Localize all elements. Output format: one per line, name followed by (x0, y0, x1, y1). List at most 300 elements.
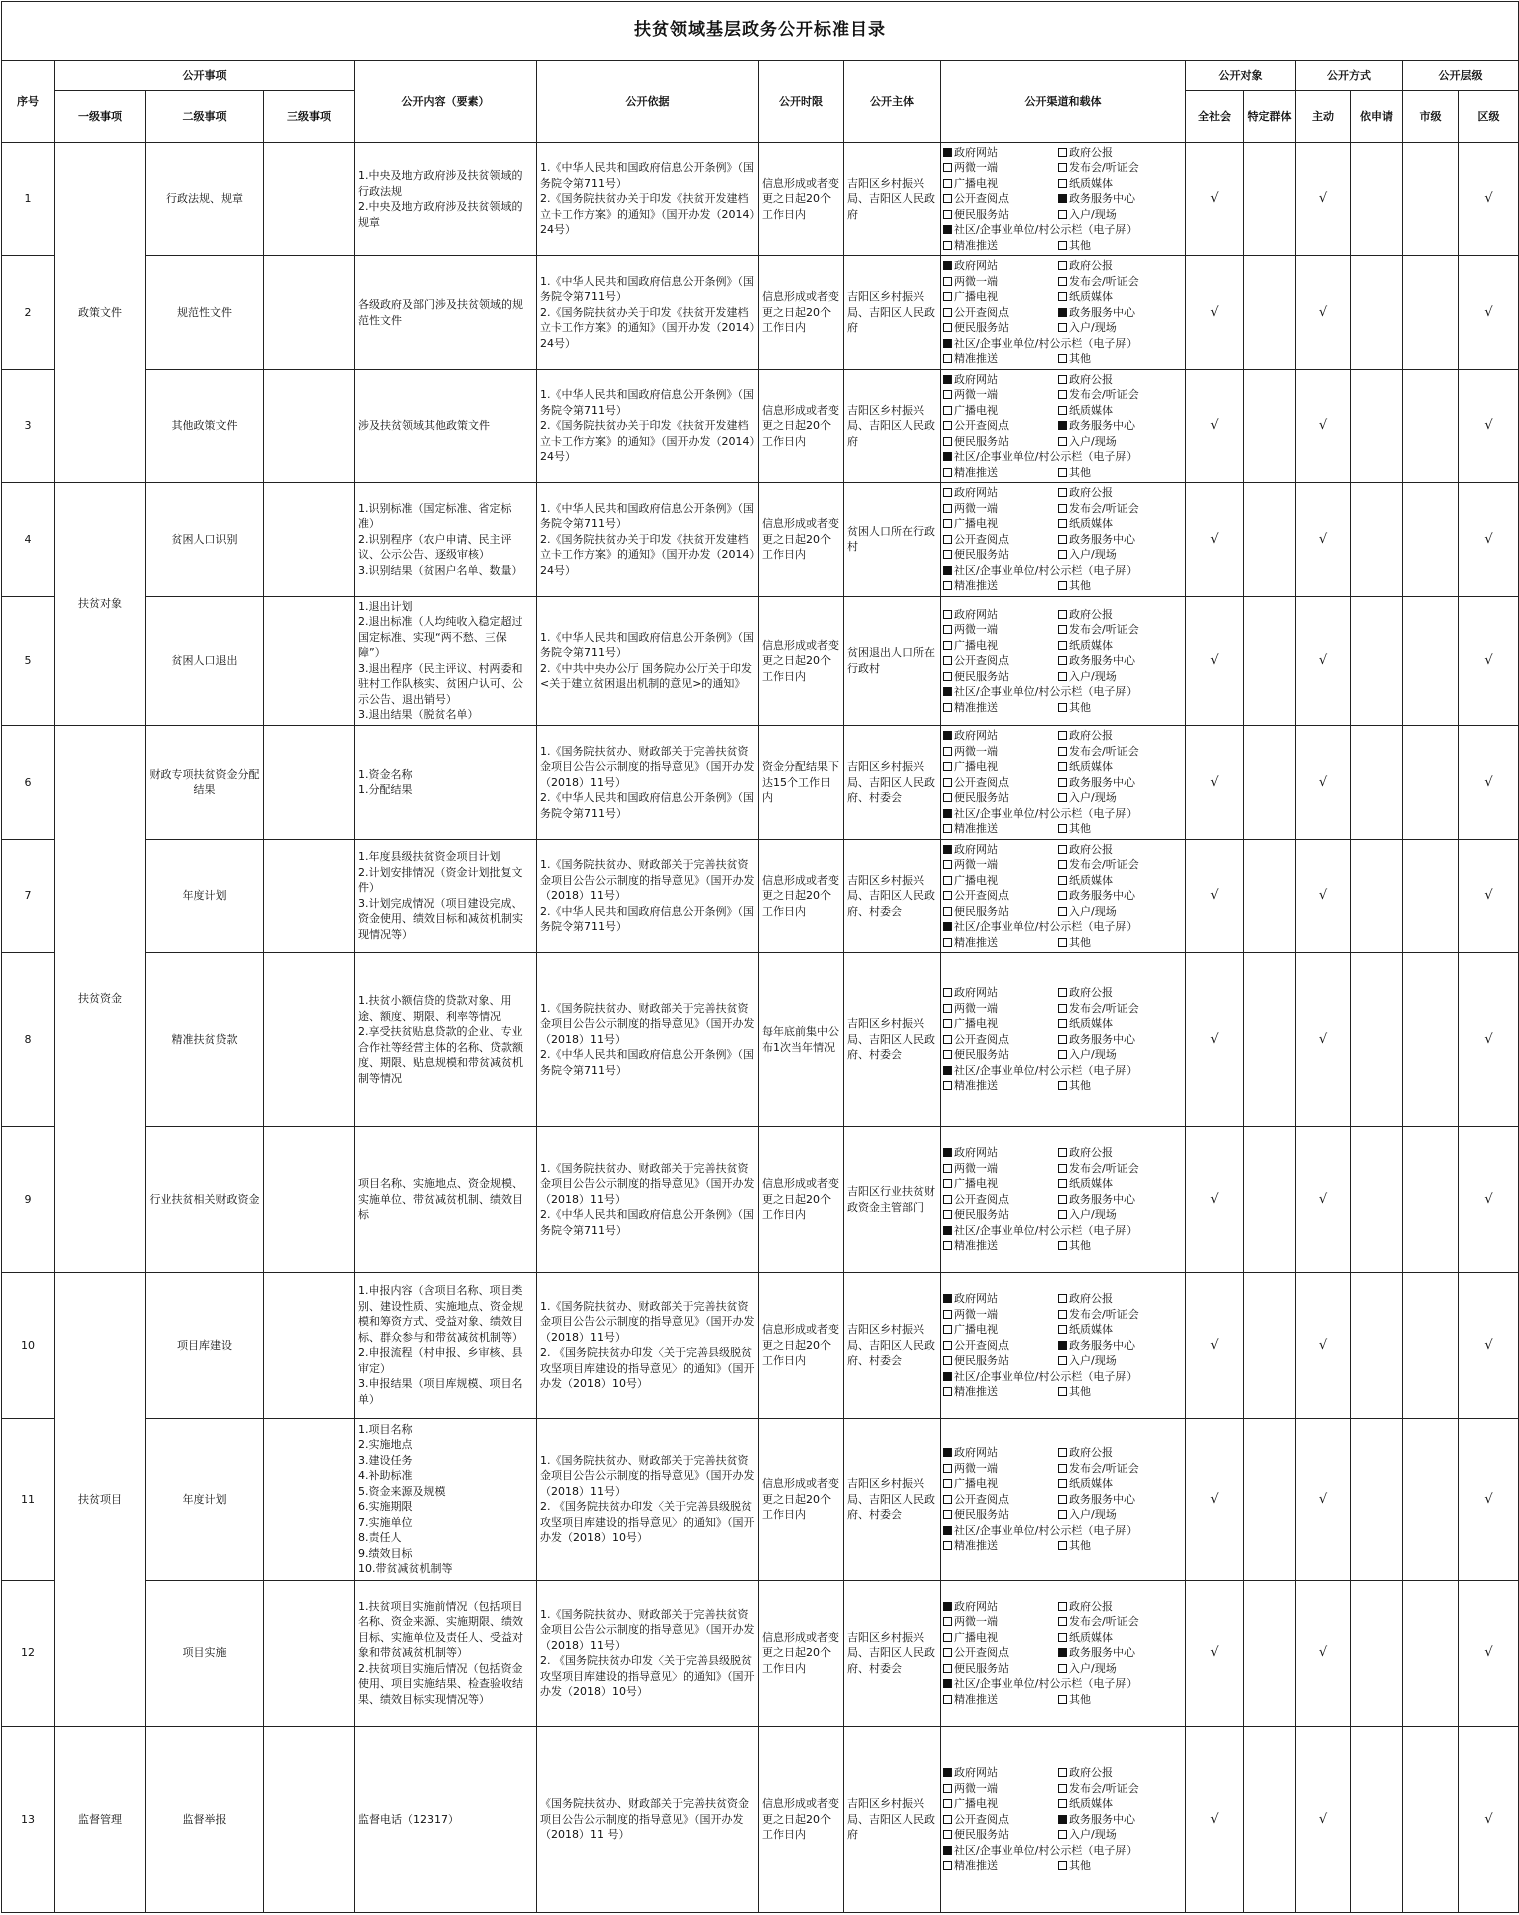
checked-box-icon (1058, 308, 1067, 317)
channel-option (943, 1063, 1137, 1079)
city-mark (1403, 1273, 1459, 1419)
channel-option (943, 372, 1058, 388)
level1-item: 扶贫资金 (55, 726, 146, 1273)
unchecked-box-icon (1058, 468, 1067, 477)
unchecked-box-icon (1058, 277, 1067, 286)
channel-label: 入户/现场 (1069, 1048, 1117, 1062)
channel-option (1058, 501, 1139, 517)
channel-list (941, 369, 1186, 482)
basis-cell: 1.《国务院扶贫办、财政部关于完善扶贫资金项目公告公示制度的指导意见》（国开办发（2018）11号） 2. 《国务院扶贫办印发〈关于完善县级脱贫攻坚项目库建设的指导意见〉的通知》（国开办发（2018）10号） (537, 1273, 759, 1419)
active-mark: √ (1296, 483, 1351, 596)
on-request-mark (1351, 483, 1403, 596)
basis-cell: 1.《国务院扶贫办、财政部关于完善扶贫资金项目公告公示制度的指导意见》（国开办发（2018）11号） 2.《中华人民共和国政府信息公开条例》（国务院令第711号） (537, 726, 759, 839)
unchecked-box-icon (943, 1510, 952, 1519)
channel-label: 政府网站 (954, 259, 998, 273)
unchecked-box-icon (1058, 1784, 1067, 1793)
on-request-mark (1351, 369, 1403, 482)
channel-line (943, 888, 1183, 904)
unchecked-box-icon (943, 1495, 952, 1504)
channel-label: 发布会/听证会 (1069, 1161, 1139, 1175)
unchecked-box-icon (1058, 1081, 1067, 1090)
unchecked-box-icon (1058, 1148, 1067, 1157)
period-cell: 信息形成或者变更之日起20个工作日内 (759, 256, 844, 369)
basis-cell: 1.《国务院扶贫办、财政部关于完善扶贫资金项目公告公示制度的指导意见》（国开办发（2018）11号） 2. 《国务院扶贫办印发〈关于完善县级脱贫攻坚项目库建设的指导意见〉的通知》（国开办发（2018）10号） (537, 1580, 759, 1726)
channel-label: 发布会/听证会 (1069, 1781, 1139, 1795)
unchecked-box-icon (943, 1464, 952, 1473)
channel-label: 便民服务站 (954, 791, 1009, 805)
active-mark: √ (1296, 839, 1351, 952)
channel-label: 广播电视 (954, 1797, 998, 1811)
channel-label: 两微一端 (954, 858, 998, 872)
content-cell: 1.项目名称 2.实施地点 3.建设任务 4.补助标准 5.资金来源及规模 6.实施期限 7.实施单位 8.责任人 9.绩效目标 10.带贫减贫机制等 (355, 1418, 537, 1580)
channel-option (1058, 176, 1113, 192)
channel-option (943, 160, 1058, 176)
header-level2: 二级事项 (146, 91, 264, 143)
level2-item: 行政法规、规章 (146, 143, 264, 256)
channel-option (943, 176, 1058, 192)
channel-line (943, 320, 1183, 336)
channel-line (943, 1322, 1183, 1338)
channel-label: 政府公报 (1069, 259, 1113, 273)
unchecked-box-icon (943, 468, 952, 477)
table-row (2, 1273, 1519, 1419)
channel-line (943, 1492, 1183, 1508)
channel-option (1058, 904, 1117, 920)
channel-label: 其他 (1069, 1859, 1091, 1873)
district-mark: √ (1459, 143, 1519, 256)
channel-label: 其他 (1069, 1692, 1091, 1706)
channel-option (1058, 1192, 1135, 1208)
channel-option (943, 759, 1058, 775)
channel-label: 两微一端 (954, 1461, 998, 1475)
channel-label: 广播电视 (954, 873, 998, 887)
period-cell: 信息形成或者变更之日起20个工作日内 (759, 1127, 844, 1273)
channel-line (943, 1078, 1183, 1094)
channel-label: 其他 (1069, 1539, 1091, 1553)
unchecked-box-icon (1058, 641, 1067, 650)
channel-option (1058, 638, 1113, 654)
level3-item (264, 483, 355, 596)
channel-option (943, 684, 1137, 700)
unchecked-box-icon (943, 625, 952, 634)
channel-label: 其他 (1069, 1385, 1091, 1399)
channel-line (943, 1369, 1183, 1385)
unchecked-box-icon (1058, 163, 1067, 172)
subject-cell: 吉阳区乡村振兴局、吉阳区人民政府、村委会 (844, 839, 941, 952)
channel-label: 发布会/听证会 (1069, 858, 1139, 872)
unchecked-box-icon (1058, 1448, 1067, 1457)
basis-cell: 1.《国务院扶贫办、财政部关于完善扶贫资金项目公告公示制度的指导意见》（国开办发（2018）11号） 2.《中华人民共和国政府信息公开条例》（国务院令第711号） (537, 953, 759, 1127)
channel-option (1058, 516, 1113, 532)
checked-box-icon (943, 1066, 952, 1075)
level2-item: 精准扶贫贷款 (146, 953, 264, 1127)
channel-label: 入户/现场 (1069, 904, 1117, 918)
unchecked-box-icon (1058, 860, 1067, 869)
checked-box-icon (943, 225, 952, 234)
channel-line (943, 145, 1183, 161)
channel-label: 社区/企事业单位/村公示栏（电子屏） (954, 563, 1138, 577)
channel-label: 发布会/听证会 (1069, 388, 1139, 402)
checked-box-icon (943, 1846, 952, 1855)
row-number: 3 (2, 369, 55, 482)
channel-line (943, 1630, 1183, 1646)
level2-item: 项目实施 (146, 1580, 264, 1726)
channel-option (943, 1858, 1058, 1874)
unchecked-box-icon (943, 1050, 952, 1059)
channel-label: 广播电视 (954, 1177, 998, 1191)
channel-line (943, 790, 1183, 806)
channel-line (943, 653, 1183, 669)
channel-line (943, 1238, 1183, 1254)
channel-option (1058, 1507, 1117, 1523)
channel-label: 两微一端 (954, 161, 998, 175)
channel-label: 政府公报 (1069, 1292, 1113, 1306)
specific-group-mark (1244, 1726, 1296, 1912)
on-request-mark (1351, 726, 1403, 839)
row-number: 8 (2, 953, 55, 1127)
channel-line (943, 418, 1183, 434)
channel-option (1058, 842, 1113, 858)
channel-line (943, 1016, 1183, 1032)
channel-option (1058, 728, 1113, 744)
channel-label: 广播电视 (954, 1323, 998, 1337)
channel-option (1058, 744, 1139, 760)
channel-line (943, 775, 1183, 791)
city-mark (1403, 596, 1459, 726)
level3-item (264, 953, 355, 1127)
channel-option (1058, 935, 1091, 951)
period-cell: 每年底前集中公布1次当年情况 (759, 953, 844, 1127)
subject-cell: 吉阳区乡村振兴局、吉阳区人民政府、村委会 (844, 1273, 941, 1419)
channel-line (943, 387, 1183, 403)
channel-option (1058, 1538, 1091, 1554)
channel-line (943, 1032, 1183, 1048)
basis-cell: 《国务院扶贫办、财政部关于完善扶贫资金项目公告公示制度的指导意见》（国开办发（2018）11 号） (537, 1726, 759, 1912)
channel-line (943, 465, 1183, 481)
unchecked-box-icon (943, 323, 952, 332)
city-mark (1403, 1418, 1459, 1580)
channel-label: 政府公报 (1069, 607, 1113, 621)
channel-label: 广播电视 (954, 176, 998, 190)
channel-label: 政府网站 (954, 145, 998, 159)
channel-label: 政务服务中心 (1069, 419, 1135, 433)
channel-option (943, 1016, 1058, 1032)
content-cell: 1.资金名称 1.分配结果 (355, 726, 537, 839)
channel-label: 发布会/听证会 (1069, 623, 1139, 637)
subject-cell: 吉阳区乡村振兴局、吉阳区人民政府、村委会 (844, 726, 941, 839)
row-number: 13 (2, 1726, 55, 1912)
specific-group-mark (1244, 143, 1296, 256)
content-cell: 1.识别标准（国定标准、省定标准） 2.识别程序（农户申请、民主评议、公示公告、逐级审核） 3.识别结果（贫困户名单、数量） (355, 483, 537, 596)
checked-box-icon (943, 1448, 952, 1457)
unchecked-box-icon (943, 1799, 952, 1808)
unchecked-box-icon (1058, 261, 1067, 270)
channel-label: 社区/企事业单位/村公示栏（电子屏） (954, 806, 1138, 820)
unchecked-box-icon (943, 1479, 952, 1488)
city-mark (1403, 839, 1459, 952)
channel-option (943, 638, 1058, 654)
unchecked-box-icon (943, 762, 952, 771)
basis-cell: 1.《中华人民共和国政府信息公开条例》（国务院令第711号） 2.《国务院扶贫办关于印发《扶贫开发建档立卡工作方案》的通知》（国开办发（2014）24号） (537, 256, 759, 369)
subject-cell: 吉阳区乡村振兴局、吉阳区人民政府、村委会 (844, 1418, 941, 1580)
channel-option (1058, 191, 1135, 207)
channel-option (943, 336, 1137, 352)
channel-label: 精准推送 (954, 822, 998, 836)
unchecked-box-icon (1058, 610, 1067, 619)
basis-cell: 1.《国务院扶贫办、财政部关于完善扶贫资金项目公告公示制度的指导意见》（国开办发（2018）11号） 2.《中华人民共和国政府信息公开条例》（国务院令第711号） (537, 1127, 759, 1273)
specific-group-mark (1244, 596, 1296, 726)
city-mark (1403, 1127, 1459, 1273)
unchecked-box-icon (943, 1648, 952, 1657)
row-number: 2 (2, 256, 55, 369)
unchecked-box-icon (943, 1664, 952, 1673)
unchecked-box-icon (1058, 845, 1067, 854)
channel-line (943, 1307, 1183, 1323)
channel-list (941, 1273, 1186, 1419)
channel-label: 精准推送 (954, 1079, 998, 1093)
header-content: 公开内容（要素） (355, 61, 537, 143)
unchecked-box-icon (1058, 1799, 1067, 1808)
specific-group-mark (1244, 1418, 1296, 1580)
channel-option (1058, 351, 1091, 367)
city-mark (1403, 953, 1459, 1127)
city-mark (1403, 143, 1459, 256)
channel-option (943, 653, 1058, 669)
channel-label: 入户/现场 (1069, 1508, 1117, 1522)
channel-label: 精准推送 (954, 700, 998, 714)
channel-label: 两微一端 (954, 388, 998, 402)
channel-line (943, 1843, 1183, 1859)
unchecked-box-icon (1058, 1541, 1067, 1550)
channel-line (943, 700, 1183, 716)
channel-option (943, 1645, 1058, 1661)
channel-line (943, 728, 1183, 744)
channel-label: 公开查阅点 (954, 532, 1009, 546)
channel-label: 政府网站 (954, 1766, 998, 1780)
channel-option (943, 1176, 1058, 1192)
channel-label: 入户/现场 (1069, 1661, 1117, 1675)
unchecked-box-icon (943, 1241, 952, 1250)
channel-list (941, 596, 1186, 726)
channel-list (941, 953, 1186, 1127)
channel-label: 广播电视 (954, 760, 998, 774)
channel-label: 入户/现场 (1069, 207, 1117, 221)
channel-line (943, 1812, 1183, 1828)
period-cell: 信息形成或者变更之日起20个工作日内 (759, 839, 844, 952)
unchecked-box-icon (1058, 1768, 1067, 1777)
specific-group-mark (1244, 483, 1296, 596)
checked-box-icon (943, 1526, 952, 1535)
channel-option (943, 1078, 1058, 1094)
unchecked-box-icon (1058, 1633, 1067, 1642)
channel-label: 政务服务中心 (1069, 1338, 1135, 1352)
channel-line (943, 919, 1183, 935)
channel-option (1058, 1161, 1139, 1177)
channel-label: 便民服务站 (954, 1208, 1009, 1222)
channel-label: 其他 (1069, 579, 1091, 593)
on-request-mark (1351, 839, 1403, 952)
on-request-mark (1351, 1580, 1403, 1726)
channel-option (943, 1032, 1058, 1048)
channel-option (943, 238, 1058, 254)
unchecked-box-icon (943, 194, 952, 203)
unchecked-box-icon (943, 292, 952, 301)
channel-line (943, 1827, 1183, 1843)
channel-option (1058, 1078, 1091, 1094)
channel-line (943, 1599, 1183, 1615)
checked-box-icon (1058, 421, 1067, 430)
unchecked-box-icon (1058, 1695, 1067, 1704)
channel-option (1058, 387, 1139, 403)
district-mark: √ (1459, 1580, 1519, 1726)
channel-option (943, 403, 1058, 419)
channel-label: 社区/企事业单位/村公示栏（电子屏） (954, 336, 1138, 350)
level3-item (264, 256, 355, 369)
channel-option (1058, 1322, 1113, 1338)
channel-label: 政府公报 (1069, 1599, 1113, 1613)
channel-line (943, 1476, 1183, 1492)
city-mark (1403, 483, 1459, 596)
level2-item: 其他政策文件 (146, 369, 264, 482)
unchecked-box-icon (943, 519, 952, 528)
unchecked-box-icon (943, 488, 952, 497)
channel-label: 广播电视 (954, 517, 998, 531)
unchecked-box-icon (943, 703, 952, 712)
channel-line (943, 258, 1183, 274)
channel-line (943, 222, 1183, 238)
unchecked-box-icon (943, 406, 952, 415)
channel-option (1058, 1445, 1113, 1461)
unchecked-box-icon (1058, 1387, 1067, 1396)
row-number: 7 (2, 839, 55, 952)
channel-label: 发布会/听证会 (1069, 161, 1139, 175)
channel-list (941, 1127, 1186, 1273)
checked-box-icon (943, 922, 952, 931)
district-mark: √ (1459, 596, 1519, 726)
channel-line (943, 238, 1183, 254)
city-mark (1403, 1726, 1459, 1912)
channel-option (1058, 1461, 1139, 1477)
period-cell: 信息形成或者变更之日起20个工作日内 (759, 1418, 844, 1580)
channel-option (943, 1692, 1058, 1708)
channel-label: 公开查阅点 (954, 654, 1009, 668)
channel-option (943, 1047, 1058, 1063)
channel-option (943, 1001, 1058, 1017)
channel-label: 发布会/听证会 (1069, 1001, 1139, 1015)
channel-option (943, 935, 1058, 951)
header-basis: 公开依据 (537, 61, 759, 143)
channel-label: 广播电视 (954, 638, 998, 652)
channel-line (943, 305, 1183, 321)
unchecked-box-icon (943, 824, 952, 833)
channel-label: 其他 (1069, 1239, 1091, 1253)
channel-option (1058, 1032, 1135, 1048)
unchecked-box-icon (943, 860, 952, 869)
channel-option (1058, 622, 1139, 638)
level2-item: 监督举报 (146, 1726, 264, 1912)
channel-label: 公开查阅点 (954, 1192, 1009, 1206)
basis-cell: 1.《中华人民共和国政府信息公开条例》（国务院令第711号） 2.《国务院扶贫办关于印发《扶贫开发建档立卡工作方案》的通知》（国开办发（2014）24号） (537, 483, 759, 596)
channel-line (943, 638, 1183, 654)
channel-label: 其他 (1069, 238, 1091, 252)
unchecked-box-icon (1058, 1510, 1067, 1519)
channel-option (1058, 821, 1091, 837)
period-cell: 信息形成或者变更之日起20个工作日内 (759, 1273, 844, 1419)
channel-label: 便民服务站 (954, 548, 1009, 562)
channel-option (943, 1322, 1058, 1338)
channel-label: 纸质媒体 (1069, 1797, 1113, 1811)
active-mark: √ (1296, 596, 1351, 726)
channel-label: 纸质媒体 (1069, 1477, 1113, 1491)
channel-line (943, 1291, 1183, 1307)
channel-label: 政务服务中心 (1069, 305, 1135, 319)
channel-label: 政务服务中心 (1069, 1032, 1135, 1046)
channel-option (943, 501, 1058, 517)
specific-group-mark (1244, 369, 1296, 482)
unchecked-box-icon (1058, 625, 1067, 634)
channel-line (943, 516, 1183, 532)
active-mark: √ (1296, 1726, 1351, 1912)
checked-box-icon (943, 731, 952, 740)
unchecked-box-icon (1058, 1195, 1067, 1204)
channel-option (943, 191, 1058, 207)
channel-option (943, 728, 1058, 744)
channel-line (943, 1676, 1183, 1692)
channel-option (943, 1461, 1058, 1477)
unchecked-box-icon (943, 179, 952, 188)
channel-label: 发布会/听证会 (1069, 1461, 1139, 1475)
public-all-mark: √ (1186, 369, 1244, 482)
channel-label: 入户/现场 (1069, 434, 1117, 448)
row-number: 5 (2, 596, 55, 726)
unchecked-box-icon (943, 210, 952, 219)
channel-line (943, 1781, 1183, 1797)
header-level1: 一级事项 (55, 91, 146, 143)
channel-label: 政府网站 (954, 986, 998, 1000)
channel-label: 政务服务中心 (1069, 1192, 1135, 1206)
level3-item (264, 1273, 355, 1419)
header-matter: 公开事项 (55, 61, 355, 91)
channel-list (941, 1580, 1186, 1726)
channel-label: 其他 (1069, 935, 1091, 949)
unchecked-box-icon (1058, 323, 1067, 332)
district-mark: √ (1459, 1418, 1519, 1580)
channel-line (943, 449, 1183, 465)
checked-box-icon (943, 845, 952, 854)
channel-line (943, 1384, 1183, 1400)
table-row (2, 953, 1519, 1127)
level3-item (264, 1418, 355, 1580)
level3-item (264, 726, 355, 839)
channel-option (943, 145, 1058, 161)
basis-cell: 1.《国务院扶贫办、财政部关于完善扶贫资金项目公告公示制度的指导意见》（国开办发（2018）11号） 2. 《国务院扶贫办印发〈关于完善县级脱贫攻坚项目库建设的指导意见〉的通知》（国开办发（2018）10号） (537, 1418, 759, 1580)
on-request-mark (1351, 256, 1403, 369)
level1-item: 扶贫项目 (55, 1273, 146, 1727)
channel-line (943, 176, 1183, 192)
channel-line (943, 1353, 1183, 1369)
header-active: 主动 (1296, 91, 1351, 143)
channel-line (943, 1207, 1183, 1223)
channel-option (943, 622, 1058, 638)
channel-option (943, 485, 1058, 501)
public-all-mark: √ (1186, 953, 1244, 1127)
channel-line (943, 274, 1183, 290)
unchecked-box-icon (943, 1341, 952, 1350)
channel-option (943, 563, 1137, 579)
header-subject: 公开主体 (844, 61, 941, 143)
channel-option (943, 1661, 1058, 1677)
row-number: 4 (2, 483, 55, 596)
